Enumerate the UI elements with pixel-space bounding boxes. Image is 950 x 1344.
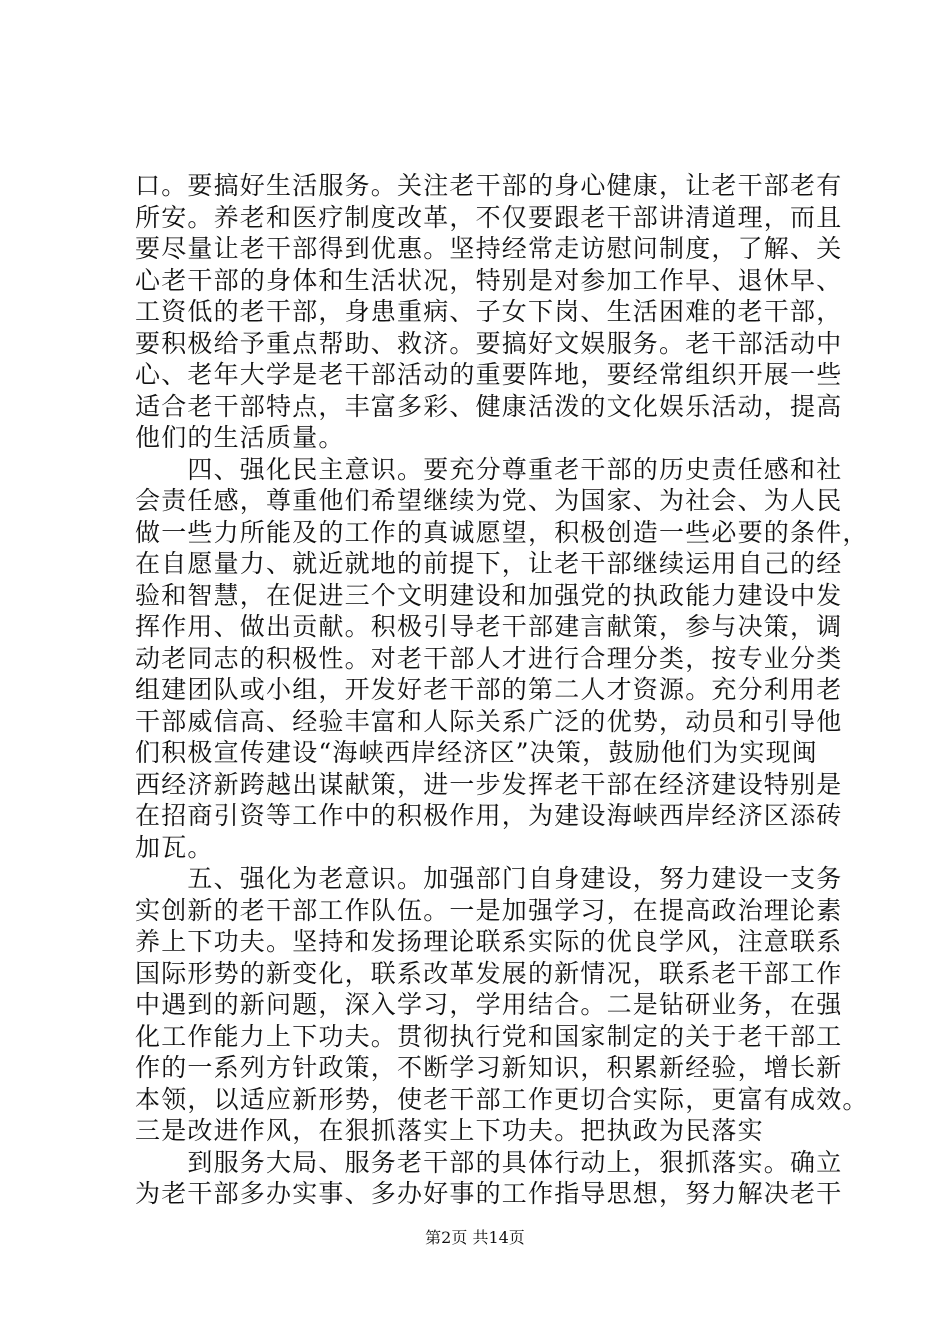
text-line: 挥作用、做出贡献。积极引导老干部建言献策，参与决策，调 (135, 612, 843, 641)
text-line: 他们的生活质量。 (135, 423, 345, 452)
text-line: 所安。养老和医疗制度改革，不仅要跟老干部讲清道理，而且 (135, 202, 843, 232)
text-line: 四、强化民主意识。要充分尊重老干部的历史责任感和社 (135, 454, 843, 484)
text-line: 五、强化为老意识。加强部门自身建设，努力建设一支务 (135, 864, 843, 893)
text-line: 化工作能力上下功夫。贯彻执行党和国家制定的关于老干部工 (135, 1021, 843, 1051)
text-line: 验和智慧，在促进三个文明建设和加强党的执政能力建设中发 (135, 580, 843, 610)
text-line: 干部威信高、经验丰富和人际关系广泛的优势，动员和引导他 (135, 706, 843, 736)
text-line: 西经济新跨越出谋献策，进一步发挥老干部在经济建设特别是 (135, 769, 843, 799)
text-line: 在招商引资等工作中的积极作用，为建设海峡西岸经济区添砖 (135, 801, 843, 830)
text-line: 加瓦。 (135, 832, 214, 862)
text-line: 动老同志的积极性。对老干部人才进行合理分类，按专业分类 (135, 643, 843, 673)
text-line: 养上下功夫。坚持和发扬理论联系实际的优良学风，注意联系 (135, 927, 843, 956)
text-line: 做一些力所能及的工作的真诚愿望，积极创造一些必要的条件， (135, 517, 869, 547)
text-line: 本领，以适应新形势，使老干部工作更切合实际，更富有成效。 (135, 1084, 869, 1114)
text-line: 心老干部的身体和生活状况，特别是对参加工作早、退休早、 (135, 265, 843, 295)
text-line: 口。要搞好生活服务。关注老干部的身心健康，让老干部老有 (135, 171, 843, 200)
text-line: 在自愿量力、就近就地的前提下，让老干部继续运用自己的经 (135, 549, 843, 578)
text-line: 中遇到的新问题，深入学习，学用结合。二是钻研业务，在强 (135, 990, 843, 1019)
text-line: 工资低的老干部，身患重病、子女下岗、生活困难的老干部， (135, 297, 843, 326)
text-line: 适合老干部特点，丰富多彩、健康活泼的文化娱乐活动，提高 (135, 391, 843, 421)
text-line: 们积极宣传建设“海峡西岸经济区”决策，鼓励他们为实现闽 (135, 738, 818, 767)
text-line: 实创新的老干部工作队伍。一是加强学习，在提高政治理论素 (135, 895, 843, 925)
page-number-footer: 第2页 共14页 (425, 1228, 525, 1247)
text-line: 为老干部多办实事、多办好事的工作指导思想，努力解决老干 (135, 1179, 843, 1208)
text-line: 组建团队或小组，开发好老干部的第二人才资源。充分利用老 (135, 675, 843, 704)
document-body (135, 170, 869, 1210)
text-line: 国际形势的新变化，联系改革发展的新情况，联系老干部工作 (135, 958, 843, 988)
text-line: 心、老年大学是老干部活动的重要阵地，要经常组织开展一些 (135, 360, 843, 389)
text-line: 作的一系列方针政策，不断学习新知识，积累新经验，增长新 (135, 1053, 843, 1082)
text-line: 三是改进作风，在狠抓落实上下功夫。把执政为民落实 (135, 1116, 764, 1145)
text-line: 到服务大局、服务老干部的具体行动上，狠抓落实。确立 (135, 1147, 843, 1177)
text-line: 要尽量让老干部得到优惠。坚持经常走访慰问制度，了解、关 (135, 234, 843, 263)
text-line: 要积极给予重点帮助、救济。要搞好文娱服务。老干部活动中 (135, 328, 843, 358)
text-line: 会责任感，尊重他们希望继续为党、为国家、为社会、为人民 (135, 486, 843, 515)
